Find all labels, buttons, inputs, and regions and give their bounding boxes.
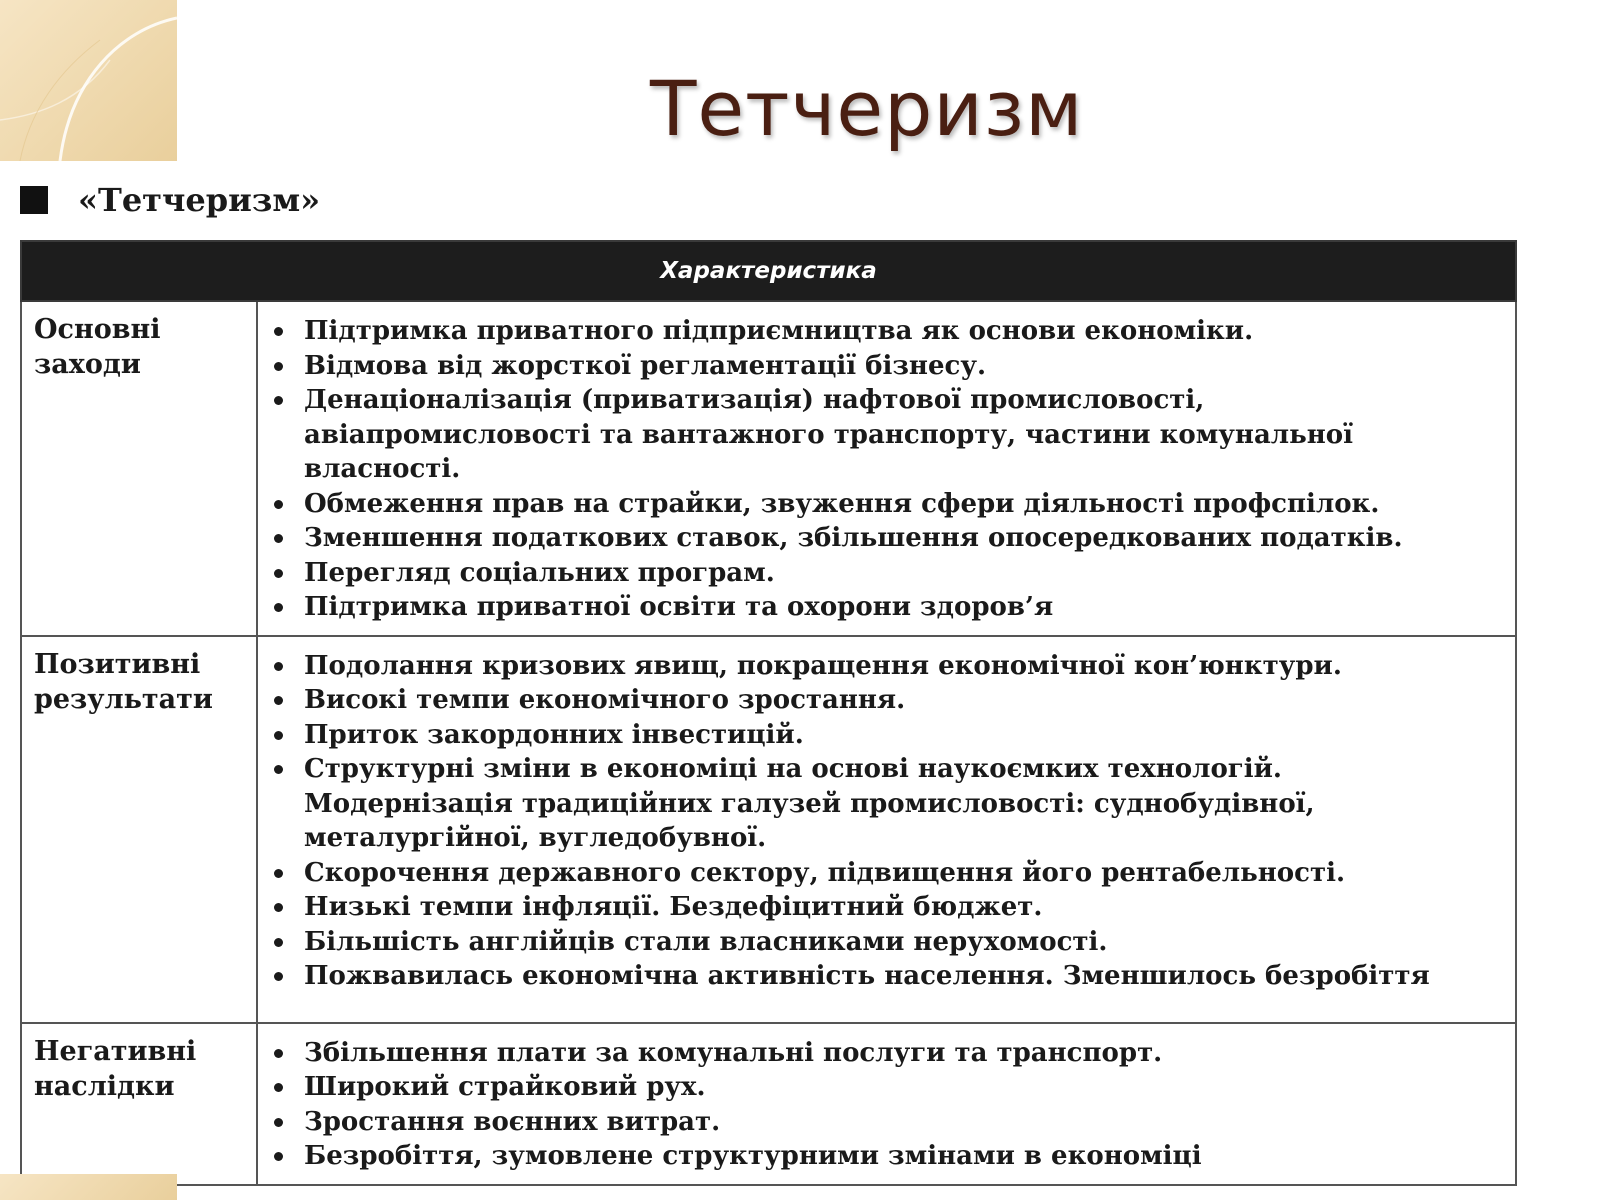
list-item: Низькі темпи інфляції. Бездефіцитний бюджет. bbox=[272, 890, 1495, 925]
list-item: Структурні зміни в економіці на основі наукоємких технологій. Модернізація традиційних галузей промисловості: суднобудівної, металургійної, вугледобувної. bbox=[272, 752, 1495, 856]
table-header-row bbox=[21, 241, 1516, 301]
list-item: Широкий страйковий рух. bbox=[272, 1070, 1495, 1105]
list-item: Перегляд соціальних програм. bbox=[272, 556, 1495, 591]
bullet-list bbox=[258, 637, 1515, 1004]
list-item: Зростання воєнних витрат. bbox=[272, 1105, 1495, 1140]
category-label: Негативні наслідки bbox=[34, 1035, 197, 1102]
table-row bbox=[21, 1023, 1516, 1185]
category-label: Основні заходи bbox=[34, 314, 161, 380]
corner-decoration-top bbox=[0, 0, 177, 161]
bullet-list bbox=[258, 302, 1515, 635]
category-cell bbox=[21, 1023, 257, 1185]
list-item: Відмова від жорсткої регламентації бізнесу. bbox=[272, 349, 1495, 384]
bullet-list bbox=[258, 1024, 1515, 1184]
list-item: Підтримка приватної освіти та охорони здоров’я bbox=[272, 590, 1495, 625]
list-item: Зменшення податкових ставок, збільшення опосередкованих податків. bbox=[272, 521, 1495, 556]
list-item: Підтримка приватного підприємництва як основи економіки. bbox=[272, 314, 1495, 349]
list-item: Скорочення державного сектору, підвищення його рентабельності. bbox=[272, 856, 1495, 891]
characteristics-table-wrapper bbox=[20, 240, 1517, 1186]
table-body bbox=[21, 301, 1516, 1185]
list-item: Денаціоналізація (приватизація) нафтової промисловості, авіапромисловості та вантажного транспорту, частини комунальної власності. bbox=[272, 383, 1495, 487]
list-item: Подолання кризових явищ, покращення економічної кон’юнктури. bbox=[272, 649, 1495, 684]
table-header: Характеристика bbox=[21, 241, 1516, 301]
slide-title: Тетчеризм bbox=[650, 64, 1084, 153]
list-item: Безробіття, зумовлене структурними змінами в економіці bbox=[272, 1139, 1495, 1174]
category-cell bbox=[21, 301, 257, 636]
table-caption: «Тетчеризм» bbox=[78, 181, 321, 219]
category-label: Позитивні результати bbox=[34, 648, 213, 715]
characteristics-table bbox=[20, 240, 1517, 1186]
table-row bbox=[21, 301, 1516, 636]
square-bullet-icon bbox=[20, 186, 48, 214]
subtitle-row bbox=[20, 180, 320, 220]
list-item: Пожвавилась економічна активність населення. Зменшилось безробіття bbox=[272, 959, 1495, 994]
list-item: Високі темпи економічного зростання. bbox=[272, 683, 1495, 718]
category-cell bbox=[21, 636, 257, 1023]
items-cell bbox=[257, 301, 1516, 636]
list-item: Збільшення плати за комунальні послуги та транспорт. bbox=[272, 1036, 1495, 1071]
corner-decoration-bottom bbox=[0, 1174, 177, 1200]
list-item: Більшість англійців стали власниками нерухомості. bbox=[272, 925, 1495, 960]
items-cell bbox=[257, 636, 1516, 1023]
table-row bbox=[21, 636, 1516, 1023]
items-cell bbox=[257, 1023, 1516, 1185]
list-item: Обмеження прав на страйки, звуження сфери діяльності профспілок. bbox=[272, 487, 1495, 522]
list-item: Приток закордонних інвестицій. bbox=[272, 718, 1495, 753]
